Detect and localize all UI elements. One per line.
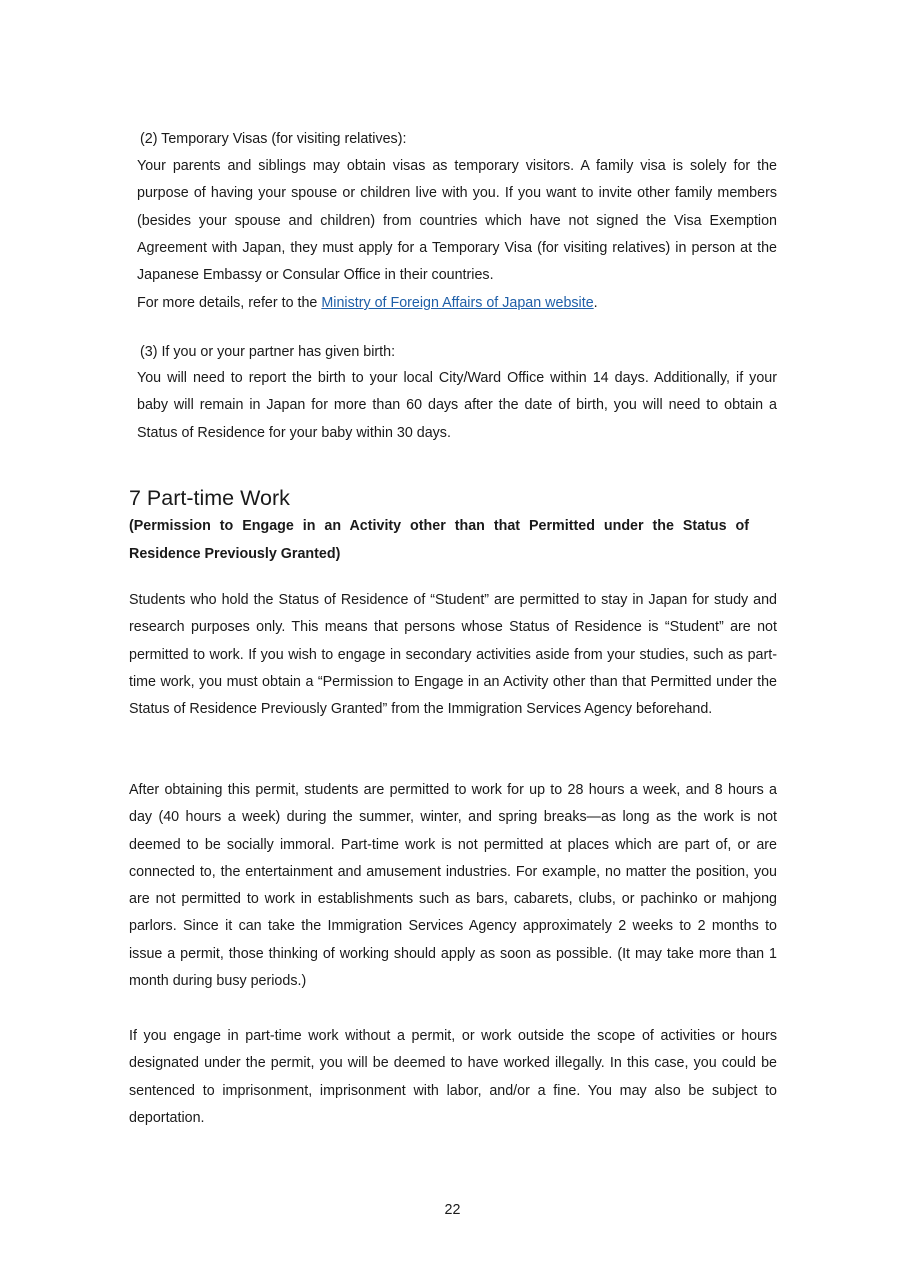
paragraph-text: Students who hold the Status of Residence of “Student” are permitted to stay in Japan for study and research purposes only. This means that persons whose Status of Residence is “Student” are not permitted to work. If you wish to engage in secondary activities aside from your studies, such as part-time work, you must obtain a “Permission to Engage in an Activity other than that Permitted under the Status of Residence Previously Granted” from the Immigration Services Agency beforehand. [129,592,777,718]
paragraph-student-status [129,587,777,723]
temporary-visas-paragraph: Your parents and siblings may obtain visas as temporary visitors. A family visa is solely for the purpose of having your spouse or children live with you. If you want to invite other family members (besides your spouse and children) from countries which have not signed the Visa Exemption Agreement with Japan, they must apply for a Temporary Visa (for visiting relatives) in person at the Japanese Embassy or Consular Office in their countries. [137,158,777,284]
given-birth-heading: (3) If you or your partner has given birth: [140,344,396,360]
paragraph-work-hours [129,777,777,995]
paragraph-text: If you engage in part-time work without a permit, or work outside the scope of activities or hours designated under the permit, you will be deemed to have worked illegally. In this case, you could be sentenced to imprisonment, imprisonment with labor, and/or a fine. You may also be subject to deportation. [129,1028,777,1126]
given-birth-paragraph: You will need to report the birth to your local City/Ward Office within 14 days. Additionally, if your baby will remain in Japan for more than 60 days after the date of birth, you will need to obtain a Status of Residence for your baby within 30 days. [137,370,777,441]
details-suffix: . [593,295,598,311]
paragraph-illegal-work [129,1023,777,1132]
temporary-visas-heading: (2) Temporary Visas (for visiting relatives): [140,131,407,147]
details-line [137,290,777,317]
mofa-website-link[interactable]: Ministry of Foreign Affairs of Japan website [321,295,594,311]
temporary-visas-body [137,153,777,289]
details-prefix: For more details, refer to the [137,295,322,311]
paragraph-text: After obtaining this permit, students are permitted to work for up to 28 hours a week, and 8 hours a day (40 hours a week) during the summer, winter, and spring breaks—as long as the work is not deemed to be socially immoral. Part-time work is not permitted at places which are part of, or are connected to, the entertainment and amusement industries. For example, no matter the position, you are not permitted to work in establishments such as bars, cabarets, clubs, or pachinko or mahjong parlors. Since it can take the Immigration Services Agency approximately 2 weeks to 2 months to issue a permit, those thinking of working should apply as soon as possible. (It may take more than 1 month during busy periods.) [129,782,777,990]
page-number: 22 [444,1202,461,1218]
chapter-subtitle: (Permission to Engage in an Activity other than that Permitted under the Status of Residence Previously Granted) [129,518,749,562]
given-birth-body [137,365,777,447]
chapter-title: 7 Part-time Work [129,486,290,510]
